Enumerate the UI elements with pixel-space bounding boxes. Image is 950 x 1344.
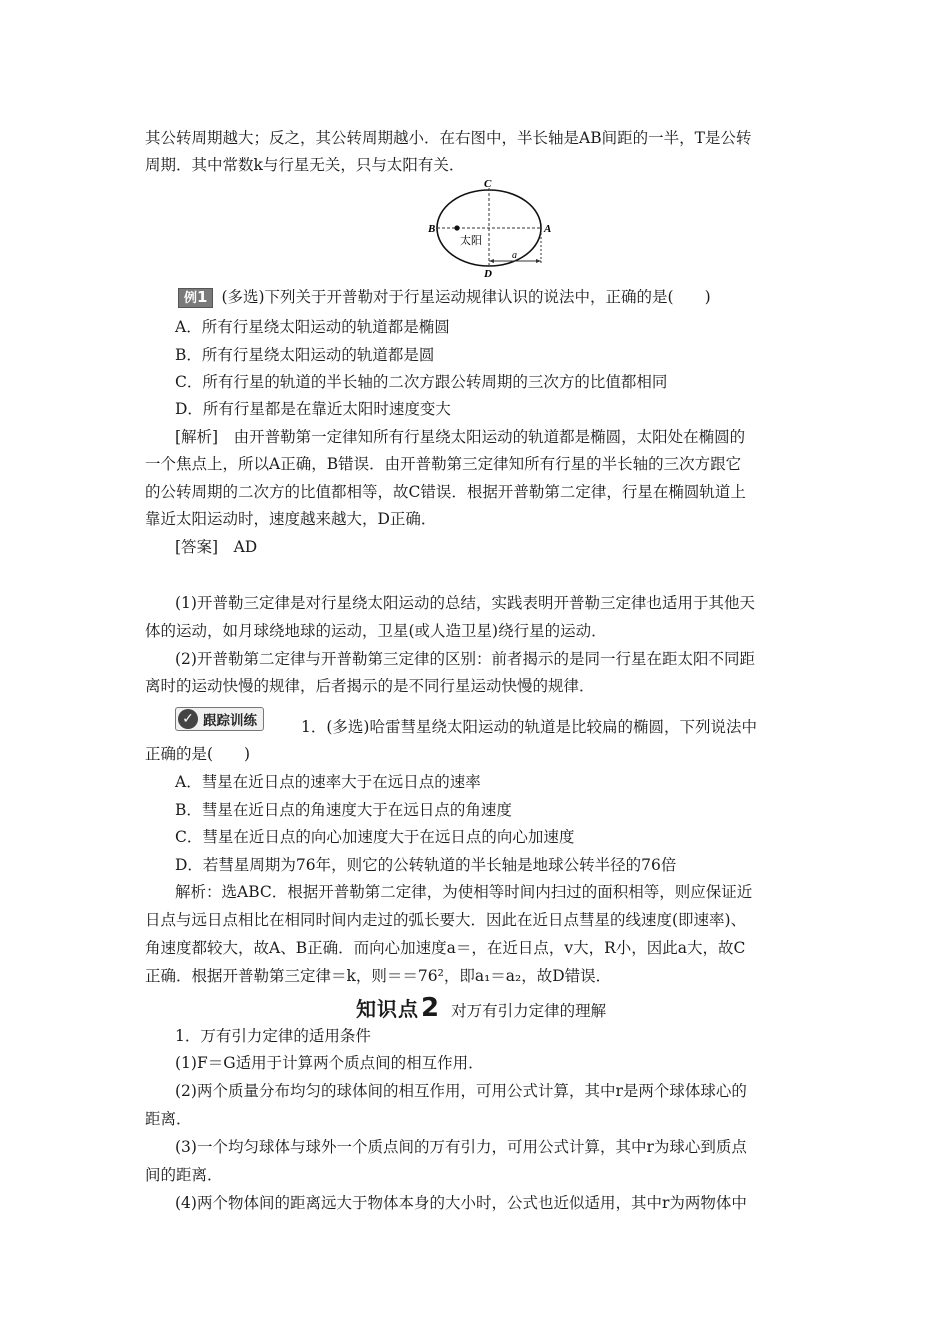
content-line: (2)两个质量分布均匀的球体间的相互作用，可用公式计算，其中r是两个球体球心的 [175, 1082, 747, 1100]
option-d: D．所有行星都是在靠近太阳时速度变大 [175, 400, 451, 418]
option-b: B．彗星在近日点的角速度大于在远日点的角速度 [175, 801, 512, 819]
content-line: 间的距离． [145, 1166, 223, 1184]
label-c: C [484, 178, 492, 190]
note-line: (1)开普勒三定律是对行星绕太阳运动的总结，实践表明开普勒三定律也适用于其他天 [175, 594, 755, 612]
paragraph-line: 周期．其中常数k与行星无关，只与太阳有关． [145, 156, 465, 174]
option-c: C．彗星在近日点的向心加速度大于在远日点的向心加速度 [175, 828, 575, 846]
practice-question: 正确的是( ) [145, 745, 251, 763]
label-sun: 太阳 [460, 234, 482, 247]
content-line: (4)两个物体间的距离远大于物体本身的大小时，公式也近似适用，其中r为两物体中 [175, 1194, 747, 1212]
note-line: (2)开普勒第二定律与开普勒第三定律的区别：前者揭示的是同一行星在距太阳不同距 [175, 650, 755, 668]
example-badge: 例1 [178, 288, 213, 308]
option-a: A．所有行星绕太阳运动的轨道都是椭圆 [175, 318, 450, 336]
analysis-line: 靠近太阳运动时，速度越来越大，D正确． [145, 510, 437, 528]
note-line: 体的运动，如月球绕地球的运动，卫星(或人造卫星)绕行星的运动． [145, 622, 607, 640]
note-line: 离时的运动快慢的规律，后者揭示的是不同行星运动快慢的规律． [145, 677, 595, 695]
analysis-line: 一个焦点上，所以A正确，B错误．由开普勒第三定律知所有行星的半长轴的三次方跟它 [145, 455, 742, 473]
subheading: 1．万有引力定律的适用条件 [175, 1027, 371, 1045]
analysis-line: [解析] 由开普勒第一定律知所有行星绕太阳运动的轨道都是椭圆，太阳处在椭圆的 [175, 428, 746, 446]
section-heading: 知识点 2 对万有引力定律的理解 [356, 993, 607, 1023]
analysis-line: 的公转周期的二次方的比值都相等，故C错误．根据开普勒第二定律，行星在椭圆轨道上 [145, 483, 746, 501]
answer-line: [答案] AD [175, 538, 258, 556]
checkmark-icon: ✓ [178, 709, 198, 729]
solution-line: 日点与远日点相比在相同时间内走过的弧长要大．因此在近日点彗星的线速度(即速率)、 [145, 911, 747, 929]
solution-line: 正确．根据开普勒第三定律＝k，则＝＝76²，即a₁＝a₂，故D错误． [145, 967, 612, 985]
example-question: 例1 (多选)下列关于开普勒对于行星运动规律认识的说法中，正确的是( ) [178, 287, 711, 308]
option-b: B．所有行星绕太阳运动的轨道都是圆 [175, 346, 435, 364]
solution-line: 解析：选ABC．根据开普勒第二定律，为使相等时间内扫过的面积相等，则应保证近 [175, 883, 753, 901]
label-a: A [544, 223, 552, 235]
content-line: (3)一个均匀球体与球外一个质点间的万有引力，可用公式计算，其中r为球心到质点 [175, 1138, 747, 1156]
content-line: (1)F＝G适用于计算两个质点间的相互作用． [175, 1054, 484, 1072]
label-b: B [428, 223, 436, 235]
content-line: 距离． [145, 1110, 192, 1128]
ellipse-orbit-diagram [420, 178, 552, 280]
solution-line: 角速度都较大，故A、B正确．而向心加速度a＝，在近日点，v大，R小，因此a大，故C [145, 939, 746, 957]
label-semi-axis: a [512, 250, 517, 261]
paragraph-line: 其公转周期越大；反之，其公转周期越小．在右图中，半长轴是AB间距的一半，T是公转 [145, 129, 752, 147]
practice-question: 1．(多选)哈雷彗星绕太阳运动的轨道是比较扁的椭圆，下列说法中 [301, 718, 757, 736]
practice-badge: ✓ 跟踪训练 [175, 707, 264, 731]
option-c: C．所有行星的轨道的半长轴的二次方跟公转周期的三次方的比值都相同 [175, 373, 668, 391]
option-a: A．彗星在近日点的速率大于在远日点的速率 [175, 773, 481, 791]
option-d: D．若彗星周期为76年，则它的公转轨道的半长轴是地球公转半径的76倍 [175, 856, 677, 874]
label-d: D [484, 268, 492, 280]
